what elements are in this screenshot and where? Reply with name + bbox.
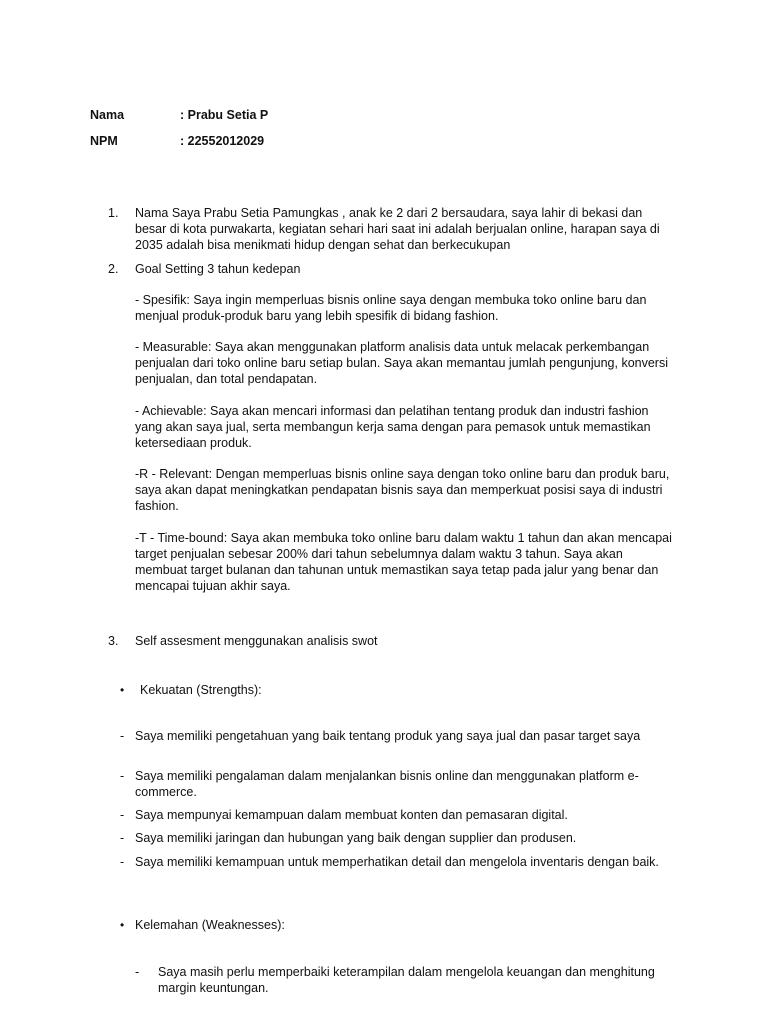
goal-specific: - Spesifik: Saya ingin memperluas bisnis online saya dengan membuka toko online baru dan menjual produk-produk baru yang lebih spesifik di bidang fashion.: [135, 293, 647, 323]
item-number-1: 1.: [108, 206, 119, 220]
item-number-2: 2.: [108, 262, 119, 276]
name-label: Nama: [90, 108, 125, 122]
item-2-title: Goal Setting 3 tahun kedepan: [135, 262, 301, 276]
strengths-title: Kekuatan (Strengths):: [140, 683, 262, 697]
weakness-item: Saya masih perlu memperbaiki keterampilan dalam mengelola keuangan dan menghitung margin keuntungan.: [158, 965, 655, 995]
item-3-title: Self assesment menggunakan analisis swot: [135, 634, 378, 648]
goal-relevant: -R - Relevant: Dengan memperluas bisnis online saya dengan toko online baru dan produk baru, saya akan dapat meningkatkan pendapatan bisnis saya dan memperkuat posisi saya di industri fashion.: [135, 467, 670, 513]
bullet-icon: •: [120, 918, 125, 932]
dash-icon: -: [120, 769, 125, 783]
strength-item: Saya memiliki pengalaman dalam menjalankan bisnis online dan menggunakan platform e-commerce.: [135, 769, 639, 799]
npm-value: : 22552012029: [180, 134, 265, 148]
dash-icon: -: [120, 855, 125, 869]
dash-icon: -: [120, 729, 125, 743]
goal-measurable: - Measurable: Saya akan menggunakan platform analisis data untuk melacak perkembangan penjualan dari toko online baru setiap bulan. Saya akan memantau jumlah pengunjung, konversi penjualan, dan total pendapatan.: [135, 340, 668, 386]
dash-icon: -: [135, 965, 140, 979]
bullet-icon: •: [120, 683, 125, 697]
strength-item: Saya memiliki kemampuan untuk memperhatikan detail dan mengelola inventaris dengan baik.: [135, 855, 659, 869]
goal-achievable: - Achievable: Saya akan mencari informasi dan pelatihan tentang produk dan industri fashion yang akan saya jual, serta membangun kerja sama dengan para pemasok untuk memastikan ketersediaan produk.: [135, 404, 651, 450]
item-number-3: 3.: [108, 634, 119, 648]
strength-item: Saya mempunyai kemampuan dalam membuat konten dan pemasaran digital.: [135, 808, 568, 822]
dash-icon: -: [120, 808, 125, 822]
goal-time-bound: -T - Time-bound: Saya akan membuka toko online baru dalam waktu 1 tahun dan akan mencapai target penjualan sebesar 200% dari tahun sebelumnya dalam waktu 3 tahun. Saya akan membuat target bulanan dan tahunan untuk memastikan saya tetap pada jalur yang benar dan mencapai tujuan akhir saya.: [135, 531, 672, 593]
weaknesses-title: Kelemahan (Weaknesses):: [135, 918, 285, 932]
npm-row: [90, 133, 390, 149]
dash-icon: -: [120, 831, 125, 845]
name-value: : Prabu Setia P: [180, 108, 269, 122]
item-1-text: Nama Saya Prabu Setia Pamungkas , anak ke 2 dari 2 bersaudara, saya lahir di bekasi dan besar di kota purwakarta, kegiatan sehari hari saat ini adalah berjualan online, harapan saya di 2035 adalah bisa menikmati hidup dengan sehat dan berkecukupan: [135, 206, 660, 252]
strength-item: Saya memiliki pengetahuan yang baik tentang produk yang saya jual dan pasar target saya: [135, 729, 641, 743]
npm-label: NPM: [90, 134, 118, 148]
strength-item: Saya memiliki jaringan dan hubungan yang baik dengan supplier dan produsen.: [135, 831, 577, 845]
name-row: [90, 107, 390, 123]
